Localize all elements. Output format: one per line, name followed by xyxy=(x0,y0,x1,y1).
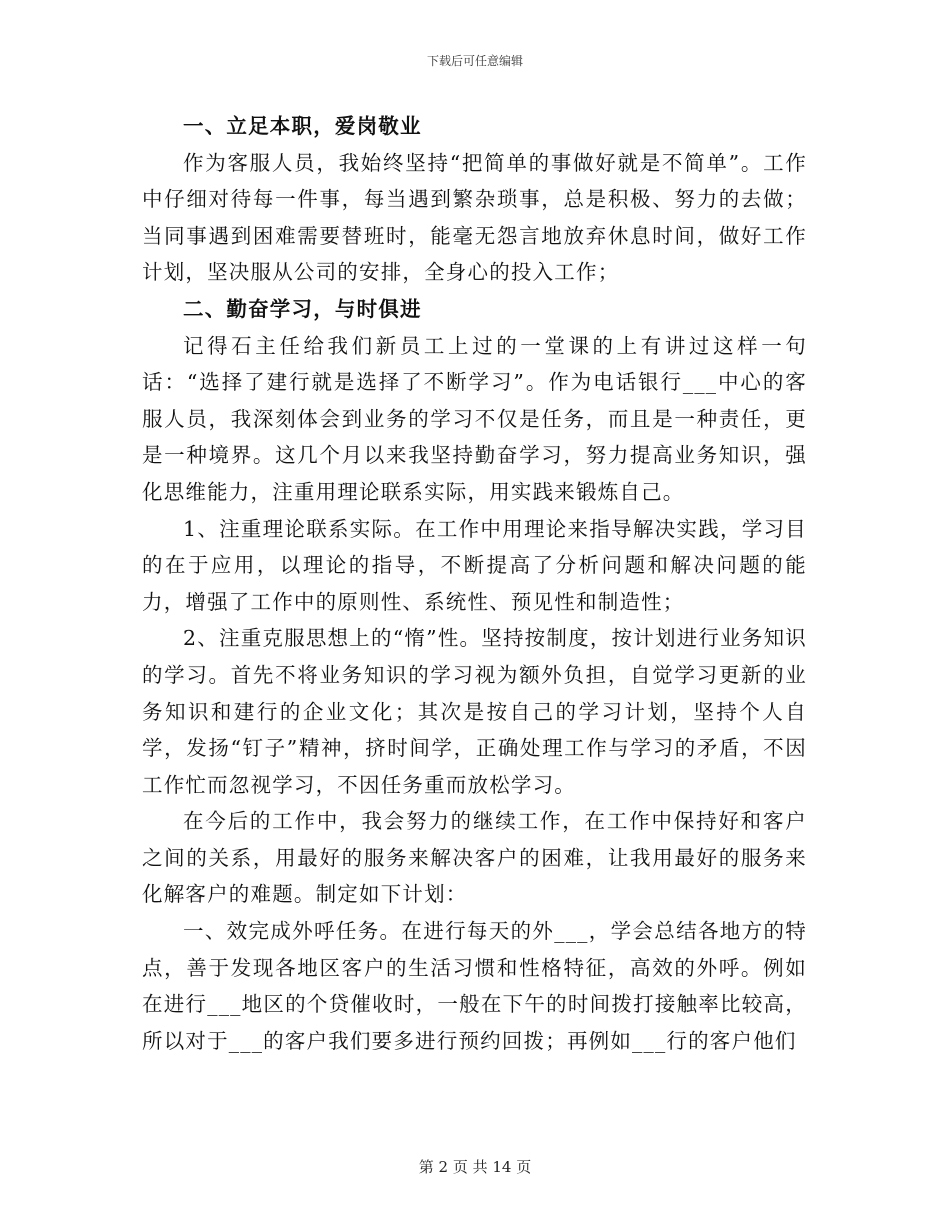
paragraph-4: 2、注重克服思想上的“惰”性。坚持按制度，按计划进行业务知识的学习。首先不将业务知识的学习视为额外负担，自觉学习更新的业务知识和建行的企业文化；其次是按自己的学习计划，坚持个人自学，发扬“钉子”精神，挤时间学，正确处理工作与学习的矛盾，不因工作忙而忽视学习，不因任务重而放松学习。 xyxy=(142,626,807,797)
paragraph-3: 1、注重理论联系实际。在工作中用理论来指导解决实践，学习目的在于应用，以理论的指导，不断提高了分析问题和解决问题的能力，增强了工作中的原则性、系统性、预见性和制造性； xyxy=(142,516,807,614)
section-heading-1: 一、立足本职，爱岗敬业 xyxy=(183,114,422,138)
page-footer: 第 2 页 共 14 页 xyxy=(418,1158,532,1176)
paragraph-6: 一、效完成外呼任务。在进行每天的外___，学会总结各地方的特点，善于发现各地区客户的生活习惯和性格特征，高效的外呼。例如在进行___地区的个贷催收时，一般在下午的时间拨打接触率比较高，所以对于___的客户我们要多进行预约回拨；再例如___行的客户他们 xyxy=(142,919,807,1053)
page-header: 下载后可任意编辑 xyxy=(426,54,523,68)
paragraph-5: 在今后的工作中，我会努力的继续工作，在工作中保持好和客户之间的关系，用最好的服务来解决客户的困难，让我用最好的服务来化解客户的难题。制定如下计划： xyxy=(142,809,807,907)
paragraph-1: 作为客服人员，我始终坚持“把简单的事做好就是不简单”。工作中仔细对待每一件事，每当遇到繁杂琐事，总是积极、努力的去做；当同事遇到困难需要替班时，能毫无怨言地放弃休息时间，做好工作计划，坚决服从公司的安排，全身心的投入工作； xyxy=(142,150,807,285)
paragraph-2: 记得石主任给我们新员工上过的一堂课的上有讲过这样一句话：“选择了建行就是选择了不断学习”。作为电话银行___中心的客服人员，我深刻体会到业务的学习不仅是任务，而且是一种责任，更是一种境界。这几个月以来我坚持勤奋学习，努力提高业务知识，强化思维能力，注重用理论联系实际，用实践来锻炼自己。 xyxy=(142,333,807,504)
section-heading-2: 二、勤奋学习，与时俱进 xyxy=(183,296,422,321)
document-body xyxy=(142,108,807,1059)
